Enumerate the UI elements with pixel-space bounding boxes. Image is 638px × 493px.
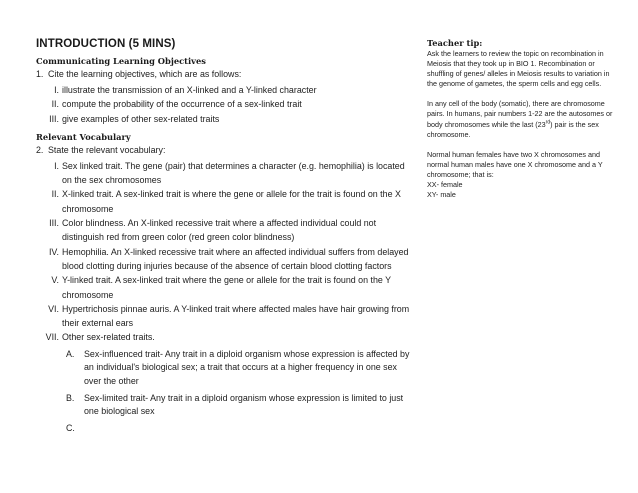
- prompt-text: Cite the learning objectives, which are as follows:: [48, 69, 242, 79]
- list-item: [36, 112, 416, 126]
- item-numeral: III.: [49, 218, 59, 229]
- tip-paragraph: In any cell of the body (somatic), there are chromosome pairs. In humans, pair numbers 1-22 are the autosomes or body chromosomes while the last (23rd) pair is the sex chromosome.: [427, 99, 613, 139]
- objectives-list: [36, 83, 416, 126]
- sub-list-item: [36, 348, 416, 389]
- item-text: Sex-limited trait- Any trait in a diploid organism whose expression is limited to just one biological sex: [84, 392, 404, 417]
- sub-list-item: [36, 392, 416, 419]
- chromosome-female: XX- female: [427, 180, 463, 190]
- list-item: [36, 159, 416, 188]
- list-item: [36, 216, 416, 245]
- item-text: Hypertrichosis pinnae auris. A Y-linked trait where affected males have hair growing from their external ears: [62, 303, 410, 329]
- list-item: [36, 330, 416, 344]
- item-text: give examples of other sex-related traits: [62, 113, 220, 124]
- list-number: 2.: [36, 144, 44, 155]
- vocabulary-list: [36, 159, 416, 433]
- vocabulary-prompt: [36, 144, 416, 157]
- list-item: [36, 97, 416, 111]
- item-numeral: VI.: [48, 303, 59, 314]
- item-numeral: IV.: [48, 246, 59, 257]
- item-text: Y-linked trait. A sex-linked trait where the gene or allele for the trait is found on the Y chromosome: [62, 275, 391, 300]
- teacher-tip-panel: [427, 38, 617, 200]
- item-text: Hemophilia. An X-linked recessive trait where an affected individual suffers from delayed blood clotting during injuries because of the absence of certain blood clotting factors: [62, 246, 409, 271]
- chromosome-male: XY- male: [427, 190, 456, 200]
- item-text: Other sex-related traits.: [62, 332, 155, 343]
- list-item: [36, 273, 416, 302]
- item-text: Sex linked trait. The gene (pair) that determines a character (e.g. hemophilia) is located on the sex chromosomes: [62, 160, 405, 186]
- item-numeral: V.: [51, 275, 59, 286]
- list-item: [36, 245, 416, 274]
- item-numeral: II.: [51, 189, 59, 200]
- list-item: [36, 302, 416, 331]
- vocabulary-heading: Relevant Vocabulary: [36, 131, 131, 142]
- item-numeral: III.: [49, 113, 59, 124]
- tip-paragraph: Normal human females have two X chromosomes and normal human males have one X chromosome and a Y chromosome; that is:: [427, 149, 603, 179]
- item-text: compute the probability of the occurrence of a sex-linked trait: [62, 99, 302, 110]
- item-text: X-linked trait. A sex-linked trait is where the gene or allele for the trait is found on the X chromosome: [62, 189, 401, 214]
- item-numeral: II.: [51, 99, 59, 110]
- objectives-heading: Communicating Learning Objectives: [36, 56, 206, 66]
- item-letter: B.: [66, 392, 75, 403]
- item-letter: A.: [66, 348, 75, 359]
- tip-paragraph: Ask the learners to review the topic on recombination in Meiosis that they took up in BIO 1. Recombination or shuffling of genes/ alleles in Meiosis results to variation in the genome of gametes, the sperm cells and egg cells.: [427, 49, 610, 89]
- item-letter: C.: [66, 422, 75, 433]
- list-item: [36, 187, 416, 216]
- item-numeral: I.: [54, 160, 59, 171]
- section-title: INTRODUCTION (5 MINS): [36, 38, 176, 50]
- item-text: Sex-influenced trait- Any trait in a diploid organism whose expression is affected by an individual's biological sex; a trait that occurs at a higher frequency in one sex over the other: [84, 348, 410, 386]
- list-number: 1.: [36, 69, 44, 79]
- objectives-prompt: [36, 68, 416, 81]
- list-item: [36, 83, 416, 97]
- item-text: Color blindness. An X-linked recessive trait where a affected individual could not distinguish red from green color (red green color blindness): [62, 218, 377, 243]
- item-text: illustrate the transmission of an X-linked and a Y-linked character: [62, 85, 317, 95]
- prompt-text: State the relevant vocabulary:: [48, 144, 166, 155]
- item-numeral: I.: [54, 85, 59, 95]
- lesson-content: [36, 38, 416, 433]
- item-numeral: VII.: [45, 332, 59, 343]
- teacher-tip-title: Teacher tip:: [427, 38, 483, 48]
